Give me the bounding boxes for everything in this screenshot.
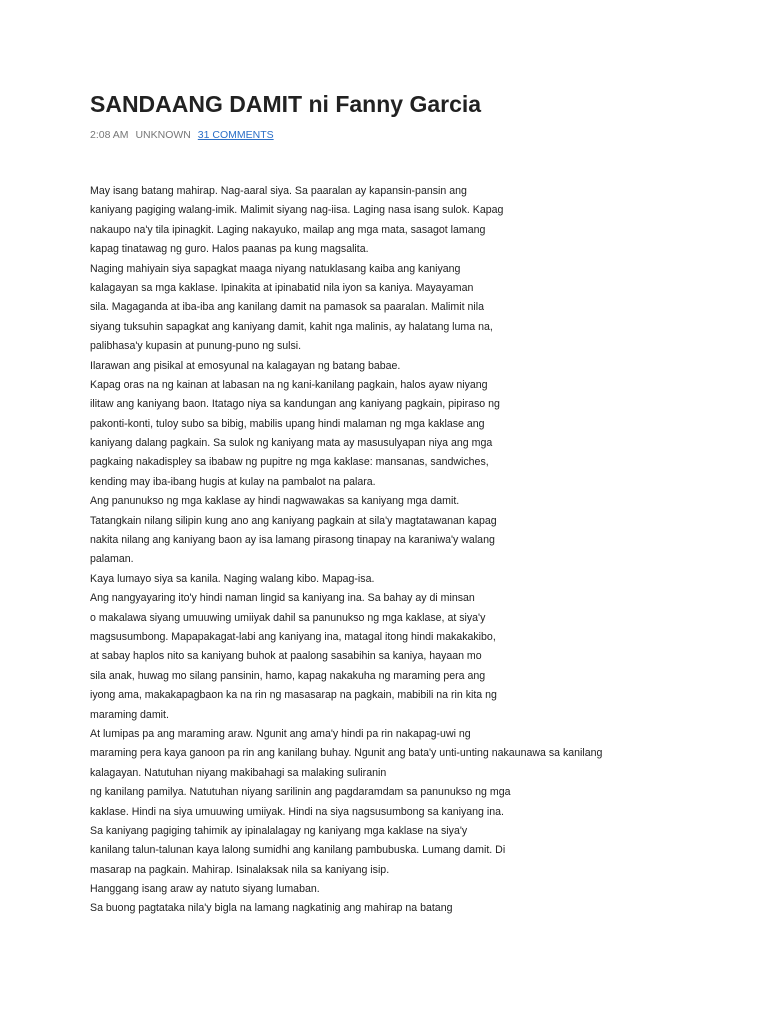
body-line: maraming pera kaya ganoon pa rin ang kanilang buhay. Ngunit ang bata'y unti-unting nakaunawa sa kanilang — [90, 747, 603, 760]
post-time: 2:08 AM — [90, 129, 129, 141]
body-line: kalagayan. Natutuhan niyang makibahagi sa malaking suliranin — [90, 766, 387, 779]
post-meta — [90, 128, 274, 142]
post-title: SANDAANG DAMIT ni Fanny Garcia — [90, 91, 482, 117]
body-line: kanilang talun-talunan kaya lalong sumidhi ang kanilang pambubuska. Lumang damit. Di — [90, 844, 506, 857]
body-line: kaklase. Hindi na siya umuuwing umiiyak. Hindi na siya nagsusumbong sa kaniyang ina. — [90, 805, 504, 818]
body-line: magsusumbong. Mapapakagat-labi ang kaniyang ina, matagal itong hindi makakakibo, — [90, 630, 496, 643]
body-line: May isang batang mahirap. Nag-aaral siya. Sa paaralan ay kapansin-pansin ang — [90, 185, 467, 197]
body-line: sila anak, huwag mo silang pansinin, hamo, kapag nakakuha ng maraming pera ang — [90, 669, 486, 682]
comments-link[interactable]: 31 COMMENTS — [197, 129, 274, 141]
body-line: ng kanilang pamilya. Natutuhan niyang sarilinin ang pagdaramdam sa panunukso ng mga — [90, 786, 511, 799]
body-line: Ang nangyayaring ito'y hindi naman lingid sa kaniyang ina. Sa bahay ay di minsan — [90, 592, 475, 605]
body-line: kaniyang pagiging walang-imik. Malimit siyang nag-iisa. Laging nasa isang sulok. Kapag — [90, 204, 504, 217]
body-line: maraming damit. — [90, 708, 169, 721]
body-line: palibhasa'y kupasin at punung-puno ng sulsi. — [90, 340, 302, 353]
body-line: pagkaing nakadispley sa ibabaw ng pupitre ng mga kaklase: mansanas, sandwiches, — [90, 456, 489, 469]
body-line: Sa buong pagtataka nila'y bigla na lamang nagkatinig ang mahirap na batang — [90, 902, 453, 915]
body-line: Ilarawan ang pisikal at emosyunal na kalagayan ng batang babae. — [90, 359, 401, 372]
body-line: kapag tinatawag ng guro. Halos paanas pa kung magsalita. — [90, 243, 369, 256]
body-line: kending may iba-ibang hugis at kulay na pambalot na palara. — [90, 475, 376, 488]
post-body — [90, 182, 750, 919]
body-line: At lumipas pa ang maraming araw. Ngunit ang ama'y hindi pa rin nakapag-uwi ng — [90, 727, 471, 740]
body-line: kaniyang dalang pagkain. Sa sulok ng kaniyang mata ay masusulyapan niya ang mga — [90, 437, 493, 450]
post-author: UNKNOWN — [135, 129, 191, 141]
body-line: Kapag oras na ng kainan at labasan na ng kani-kanilang pagkain, halos ayaw niyang — [90, 378, 488, 391]
body-line: nakita nilang ang kaniyang baon ay isa lamang pirasong tinapay na karaniwa'y walang — [90, 534, 495, 547]
body-line: Kaya lumayo siya sa kanila. Naging walang kibo. Mapag-isa. — [90, 572, 375, 585]
body-line: Tatangkain nilang silipin kung ano ang kaniyang pagkain at sila'y magtatawanan kapag — [90, 514, 497, 527]
body-line: Sa kaniyang pagiging tahimik ay ipinalalagay ng kaniyang mga kaklase na siya'y — [90, 824, 468, 837]
body-line: kalagayan sa mga kaklase. Ipinakita at ipinabatid nila iyon sa kaniya. Mayayaman — [90, 281, 474, 294]
body-line: siyang tuksuhin sapagkat ang kaniyang damit, kahit nga malinis, ay halatang luma na, — [90, 320, 493, 333]
body-line: iyong ama, makakapagbaon ka na rin ng masasarap na pagkain, mabibili na rin kita ng — [90, 689, 497, 702]
body-line: ilitaw ang kaniyang baon. Itatago niya sa kandungan ang kaniyang pagkain, pipiraso ng — [90, 398, 500, 411]
body-line: pakonti-konti, tuloy subo sa bibig, mabilis upang hindi malaman ng mga kaklase ang — [90, 417, 485, 430]
body-line: Hanggang isang araw ay natuto siyang lumaban. — [90, 883, 320, 896]
body-line: masarap na pagkain. Mahirap. Isinalaksak nila sa kaniyang isip. — [90, 863, 390, 876]
body-line: Ang panunukso ng mga kaklase ay hindi nagwawakas sa kaniyang mga damit. — [90, 495, 460, 508]
body-line: sila. Magaganda at iba-iba ang kanilang damit na pamasok sa paaralan. Malimit nila — [90, 301, 484, 314]
body-line: Naging mahiyain siya sapagkat maaga niyang natuklasang kaiba ang kaniyang — [90, 262, 461, 275]
body-line: nakaupo na'y tila ipinagkit. Laging nakayuko, mailap ang mga mata, sasagot lamang — [90, 223, 486, 236]
body-line: at sabay haplos nito sa kaniyang buhok at paalong sasabihin sa kaniya, hayaan mo — [90, 650, 482, 663]
body-line: o makalawa siyang umuuwing umiiyak dahil sa panunukso ng mga kaklase, at siya'y — [90, 611, 486, 624]
body-line: palaman. — [90, 553, 134, 566]
